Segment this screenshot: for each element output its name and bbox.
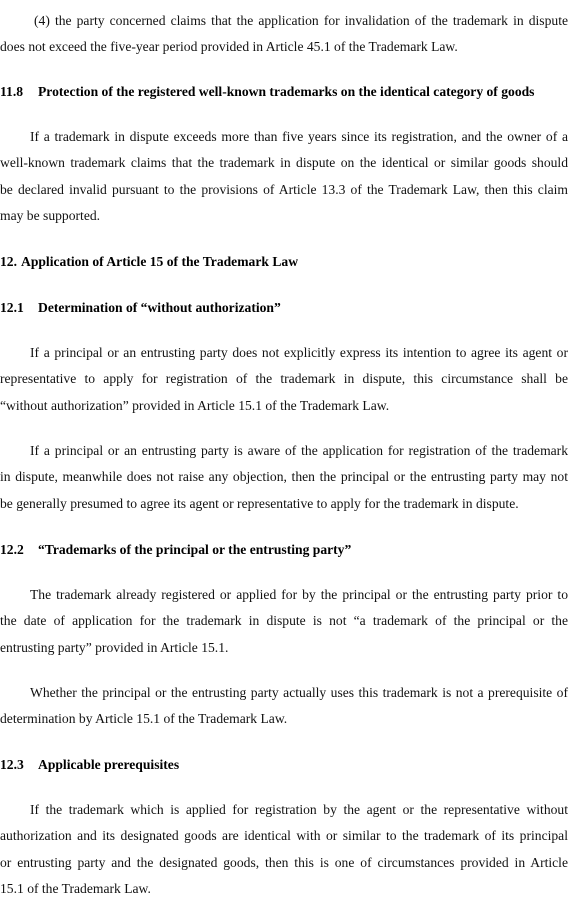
section-title: Applicable prerequisites — [38, 757, 180, 772]
paragraph-line: (4) the party concerned claims that the application for invalidation of the trademark in dispute — [34, 13, 568, 28]
section-heading-12-1 — [0, 300, 281, 316]
section-title: Determination of “without authorization” — [38, 300, 281, 315]
section-number: 12.2 — [0, 542, 24, 557]
section-number: 12.3 — [0, 757, 24, 772]
paragraph-line: the date of application for the trademark in dispute is not “a trademark of the principal or the — [0, 613, 568, 628]
paragraph-line: in dispute, meanwhile does not raise any objection, then the principal or the entrusting party may not — [0, 469, 568, 484]
section-title: “Trademarks of the principal or the entrusting party” — [38, 542, 352, 557]
paragraph-line: “without authorization” provided in Article 15.1 of the Trademark Law. — [0, 398, 390, 413]
paragraph-line: be generally presumed to agree its agent or representative to apply for the trademark in dispute. — [0, 496, 519, 511]
paragraph-line: Whether the principal or the entrusting party actually uses this trademark is not a prerequisite of — [30, 685, 568, 700]
paragraph-line: or entrusting party and the designated goods, then this is one of circumstances provided in Article — [0, 855, 568, 870]
section-number: 12.1 — [0, 300, 24, 315]
section-title: Protection of the registered well-known trademarks on the identical category of goods — [38, 84, 535, 99]
section-heading-12-3 — [0, 757, 179, 773]
paragraph-line: well-known trademark claims that the trademark in dispute on the identical or similar goods should — [0, 155, 568, 170]
section-heading-12-2 — [0, 542, 351, 558]
paragraph-line: entrusting party” provided in Article 15.1. — [0, 640, 229, 655]
section-number: 12. — [0, 254, 17, 269]
section-number: 11.8 — [0, 84, 24, 99]
paragraph-line: If a principal or an entrusting party is aware of the application for registration of the trademark — [30, 443, 568, 458]
paragraph-line: authorization and its designated goods are identical with or similar to the trademark of its principal — [0, 828, 568, 843]
paragraph-line: representative to apply for registration of the trademark in dispute, this circumstance shall be — [0, 371, 568, 386]
paragraph-line: be declared invalid pursuant to the provisions of Article 13.3 of the Trademark Law, then this claim — [0, 182, 568, 197]
section-title: Application of Article 15 of the Trademark Law — [21, 254, 299, 269]
paragraph-line: does not exceed the five-year period provided in Article 45.1 of the Trademark Law. — [0, 39, 458, 54]
section-heading-11-8 — [0, 84, 534, 100]
paragraph-line: determination by Article 15.1 of the Trademark Law. — [0, 711, 288, 726]
paragraph-line: may be supported. — [0, 208, 101, 223]
paragraph-line: If a principal or an entrusting party does not explicitly express its intention to agree its agent or — [30, 345, 568, 360]
section-heading-12 — [0, 254, 298, 270]
paragraph-line: If the trademark which is applied for registration by the agent or the representative without — [30, 802, 568, 817]
paragraph-line: 15.1 of the Trademark Law. — [0, 881, 151, 896]
paragraph-line: The trademark already registered or applied for by the principal or the entrusting party prior to — [30, 587, 568, 602]
paragraph-line: If a trademark in dispute exceeds more than five years since its registration, and the owner of a — [30, 129, 568, 144]
